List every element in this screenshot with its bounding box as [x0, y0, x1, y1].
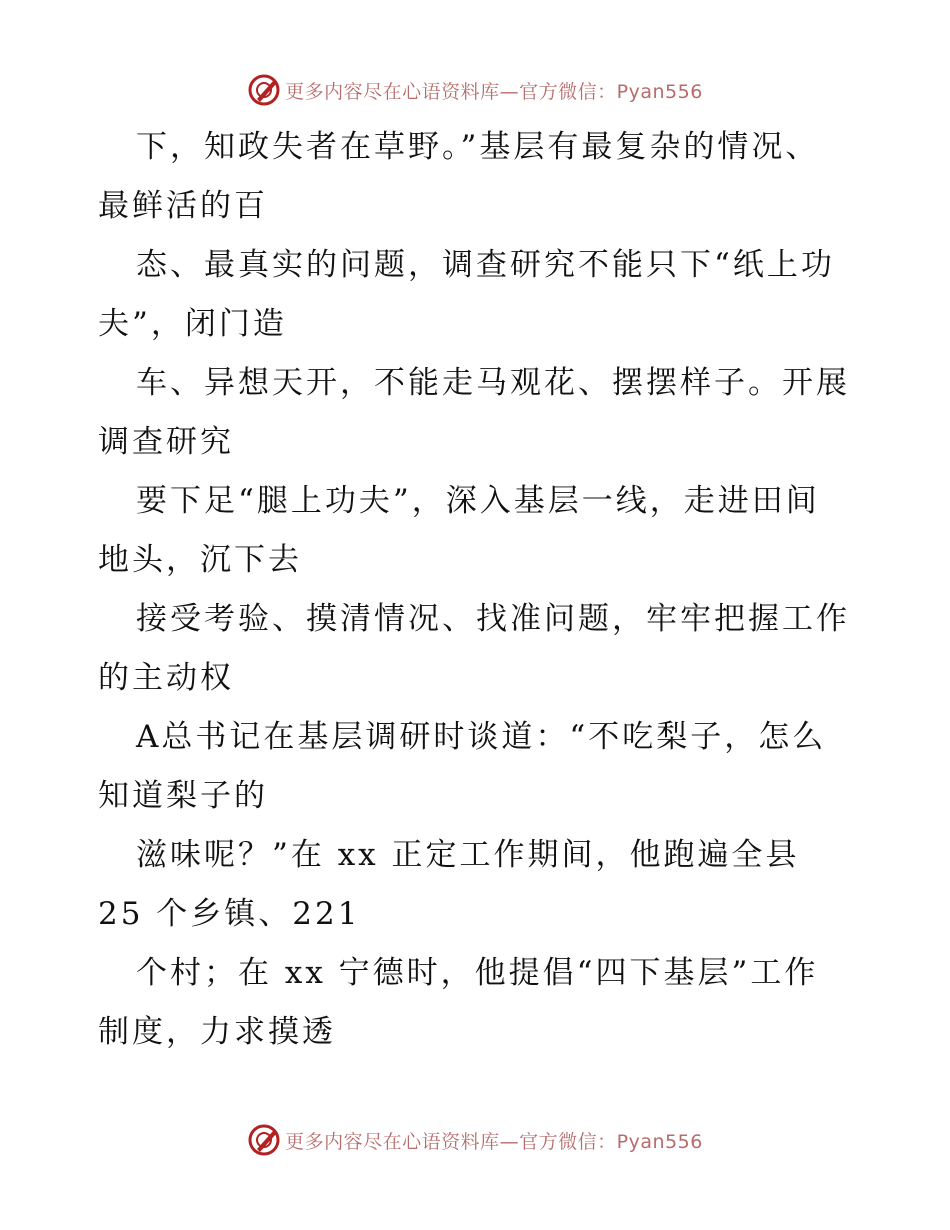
body-line: 接受考验、摸清情况、找准问题，牢牢把握工作: [136, 601, 850, 637]
body-line: 的主动权: [98, 660, 234, 696]
body-line: 车、异想天开，不能走马观花、摆摆样子。开展: [136, 365, 850, 401]
body-line: 下，知政失者在草野。”基层有最复杂的情况、: [136, 129, 820, 165]
body-line: 要下足“腿上功夫”，深入基层一线，走进田间: [136, 483, 820, 519]
body-line: 知道梨子的: [98, 778, 268, 814]
watermark-text: 更多内容尽在心语资料库—官方微信：Pyan556: [285, 1130, 703, 1153]
body-line: 滋味呢？”在 xx 正定工作期间，他跑遍全县: [136, 837, 800, 873]
body-line: 最鲜活的百: [98, 188, 268, 224]
body-line: 25 个乡镇、221: [98, 896, 361, 932]
body-line: A总书记在基层调研时谈道：“不吃梨子，怎么: [136, 719, 827, 755]
logo-icon: [247, 73, 281, 107]
logo-icon: [247, 1123, 281, 1157]
footer-watermark: [0, 1120, 950, 1160]
header-watermark: [0, 70, 950, 110]
document-body: [98, 118, 858, 1062]
body-line: 地头，沉下去: [98, 542, 302, 578]
watermark-text: 更多内容尽在心语资料库—官方微信：Pyan556: [285, 80, 703, 103]
body-line: 制度，力求摸透: [98, 1014, 336, 1050]
body-line: 夫”，闭门造: [98, 306, 287, 342]
body-line: 个村；在 xx 宁德时，他提倡“四下基层”工作: [136, 955, 819, 991]
body-line: 态、最真实的问题，调查研究不能只下“纸上功: [136, 247, 835, 283]
body-line: 调查研究: [98, 424, 234, 460]
